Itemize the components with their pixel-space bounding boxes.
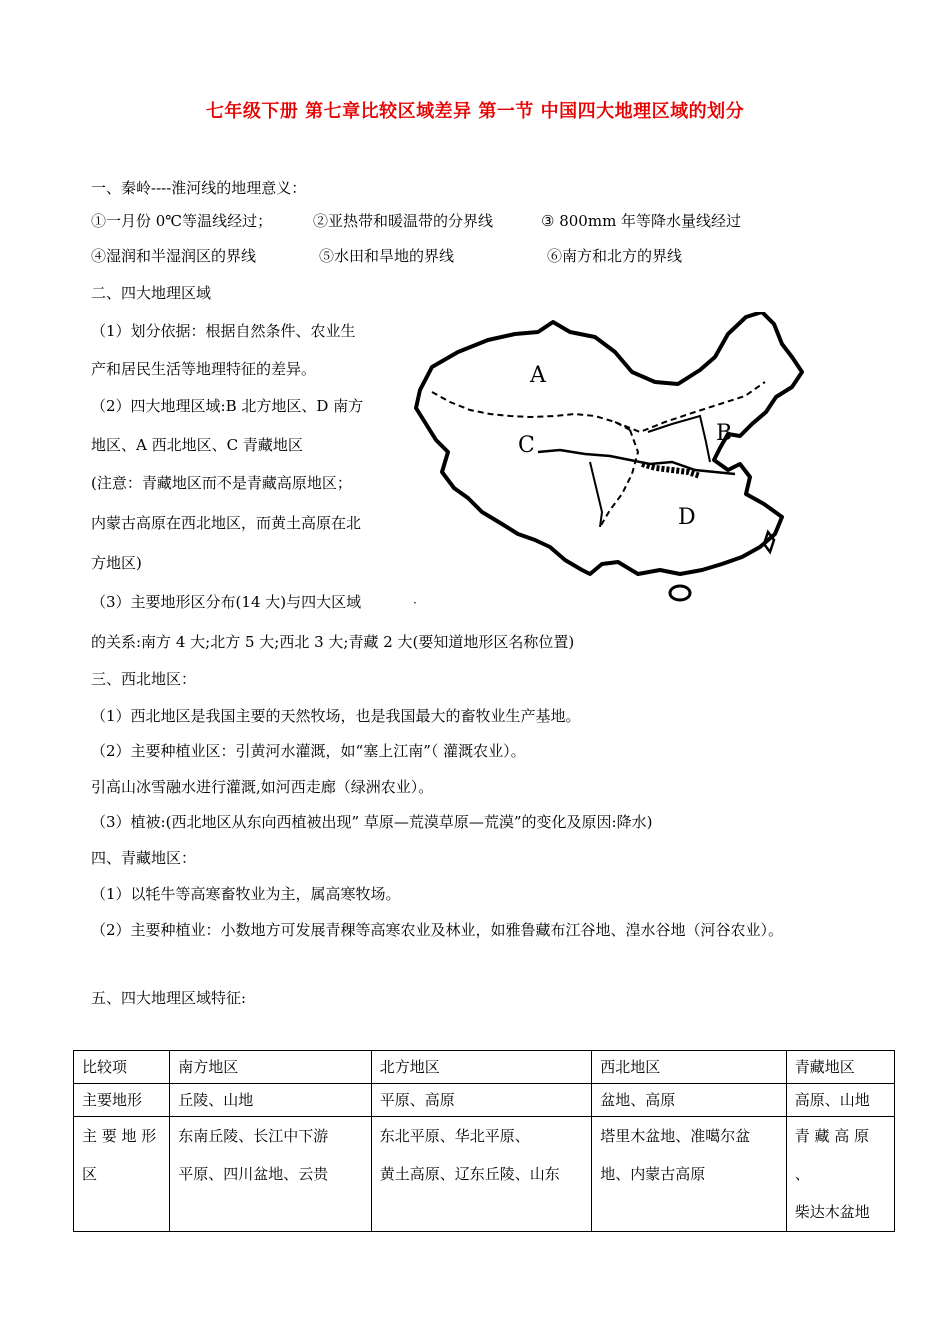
table-cell: 北方地区 [371, 1051, 592, 1084]
cell-line: 区 [82, 1165, 98, 1183]
section2-heading: 二、四大地理区域 [91, 284, 212, 302]
qinling-huaihe-line [538, 450, 735, 474]
stray-dot: · [413, 596, 417, 610]
table-row [74, 1051, 895, 1084]
point-6: ⑥南方和北方的界线 [547, 247, 683, 265]
label-c: C [518, 433, 535, 458]
section2-line-1: （1）划分依据：根据自然条件、农业生 [91, 322, 356, 340]
table-cell [74, 1117, 170, 1232]
region-comparison-table [73, 1050, 895, 1232]
page-title: 七年级下册 第七章比较区域差异 第一节 中国四大地理区域的划分 [205, 101, 745, 122]
section4-line-1: （1）以牦牛等高寒畜牧业为主，属高寒牧场。 [91, 885, 401, 903]
section2-line-7: 方地区) [91, 554, 142, 572]
table-cell [786, 1117, 894, 1232]
table-cell: 丘陵、山地 [170, 1084, 371, 1117]
china-regions-map [410, 312, 805, 612]
section5-heading: 五、四大地理区域特征: [91, 989, 247, 1007]
section4-line-2: （2）主要种植业：小数地方可发展青稞等高寒农业及林业，如雅鲁藏布江谷地、湟水谷地（河谷农业）。 [91, 921, 784, 939]
hainan-island [670, 586, 690, 600]
table-cell: 南方地区 [170, 1051, 371, 1084]
boundary-b [648, 416, 710, 462]
section2-line-9: 的关系:南方 4 大;北方 5 大;西北 3 大;青藏 2 大(要知道地形区名称位置) [91, 633, 575, 651]
section2-line-4: 地区、A 西北地区、C 青藏地区 [91, 436, 303, 454]
cell-line: 塔里木盆地、准噶尔盆 [600, 1127, 751, 1145]
cell-line: 平原、四川盆地、云贵 [178, 1165, 329, 1183]
boundary-c-south [590, 462, 602, 527]
table-cell: 青藏地区 [786, 1051, 894, 1084]
boundary-a-b [615, 382, 765, 432]
table-cell: 平原、高原 [371, 1084, 592, 1117]
boundary-c-d [600, 430, 638, 527]
table-cell [371, 1117, 592, 1232]
section3-line-4: （3）植被:(西北地区从东向西植被出现” 草原—荒漠草原—荒漠”的变化及原因:降水) [91, 813, 653, 831]
table-cell [170, 1117, 371, 1232]
china-outline [416, 312, 802, 574]
section3-heading: 三、西北地区： [91, 670, 197, 688]
cell-line: 柴达木盆地 [794, 1203, 870, 1221]
table-row [74, 1117, 895, 1232]
section3-line-2: （2）主要种植业区：引黄河水灌溉，如“塞上江南”（ 灌溉农业）。 [91, 742, 526, 760]
section4-heading: 四、青藏地区： [91, 849, 197, 867]
table-cell: 盆地、高原 [592, 1084, 786, 1117]
section1-heading: 一、秦岭----淮河线的地理意义： [91, 179, 307, 197]
cell-line: 黄土高原、辽东丘陵、山东 [379, 1165, 560, 1183]
section3-line-1: （1）西北地区是我国主要的天然牧场，也是我国最大的畜牧业生产基地。 [91, 707, 581, 725]
label-b: B [716, 421, 733, 446]
label-a: A [530, 363, 546, 388]
section3-line-3: 引高山冰雪融水进行灌溉,如河西走廊（绿洲农业）。 [91, 778, 434, 796]
point-1: ①一月份 0℃等温线经过； [91, 212, 273, 230]
section2-line-5: (注意：青藏地区而不是青藏高原地区； [91, 474, 352, 492]
table-cell: 西北地区 [592, 1051, 786, 1084]
section2-line-6: 内蒙古高原在西北地区，而黄土高原在北 [91, 514, 362, 532]
section2-line-8: （3）主要地形区分布(14 大)与四大区域 [91, 593, 362, 611]
table-cell: 高原、山地 [786, 1084, 894, 1117]
point-4: ④湿润和半湿润区的界线 [91, 247, 257, 265]
point-2: ②亚热带和暖温带的分界线 [313, 212, 494, 230]
cell-line: 主 要 地 形 [82, 1127, 157, 1145]
cell-line: 青 藏 高 原 、 [794, 1127, 870, 1183]
table-cell: 比较项 [74, 1051, 170, 1084]
table-row [74, 1084, 895, 1117]
cell-line: 东北平原、华北平原、 [379, 1127, 530, 1145]
table-cell: 主要地形 [74, 1084, 170, 1117]
label-d: D [678, 505, 696, 530]
table-cell [592, 1117, 786, 1232]
cell-line: 东南丘陵、长江中下游 [178, 1127, 329, 1145]
point-3: ③ 800mm 年等降水量线经过 [541, 212, 742, 230]
section2-line-2: 产和居民生活等地理特征的差异。 [91, 360, 317, 378]
cell-line: 地、内蒙古高原 [600, 1165, 706, 1183]
boundary-a-c [432, 392, 630, 430]
point-5: ⑤水田和旱地的界线 [319, 247, 455, 265]
section2-line-3: （2）四大地理区域:B 北方地区、D 南方 [91, 397, 364, 415]
